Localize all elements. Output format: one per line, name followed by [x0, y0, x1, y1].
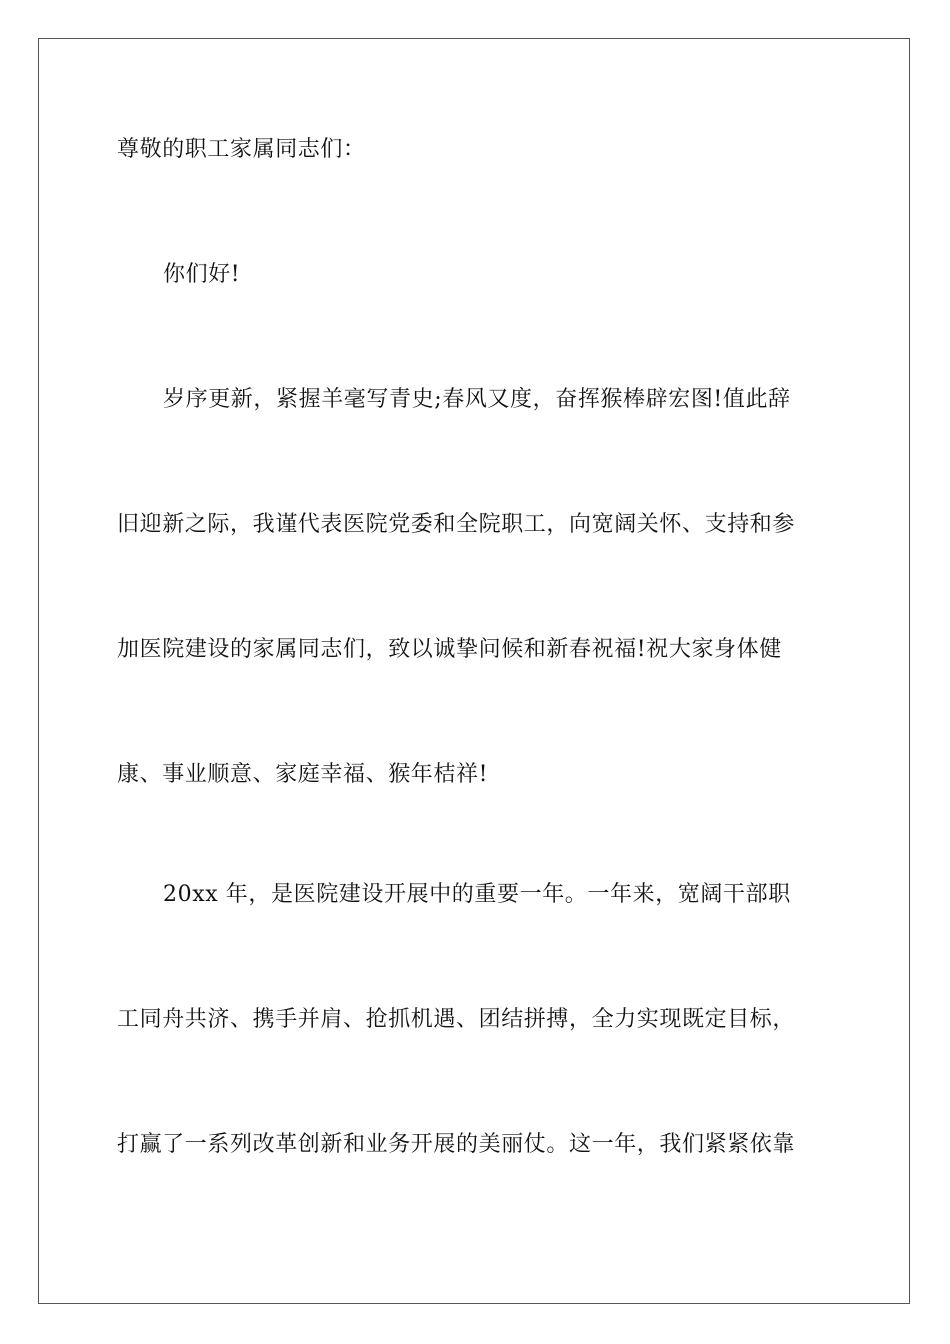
- paragraph-2-line-3: 打赢了一系列改革创新和业务开展的美丽仗。这一年，我们紧紧依靠: [117, 1132, 796, 1157]
- paragraph-2-line-2: 工同舟共济、携手并肩、抢抓机遇、团结拼搏，全力实现既定目标，: [117, 1007, 796, 1032]
- paragraph-1-line-3: 加医院建设的家属同志们，致以诚挚问候和新春祝福!祝大家身体健: [117, 637, 782, 662]
- paragraph-1-line-2: 旧迎新之际，我谨代表医院党委和全院职工，向宽阔关怀、支持和参: [117, 512, 796, 537]
- greeting: 你们好!: [163, 262, 241, 287]
- page-border: [38, 38, 910, 1304]
- paragraph-2-line-1: 20xx 年，是医院建设开展中的重要一年。一年来，宽阔干部职: [163, 882, 791, 907]
- salutation: 尊敬的职工家属同志们：: [117, 137, 366, 162]
- paragraph-1-line-4: 康、事业顺意、家庭幸福、猴年桔祥!: [117, 762, 489, 787]
- paragraph-1-line-1: 岁序更新，紧握羊毫写青史;春风又度，奋挥猴棒辟宏图!值此辞: [163, 387, 791, 412]
